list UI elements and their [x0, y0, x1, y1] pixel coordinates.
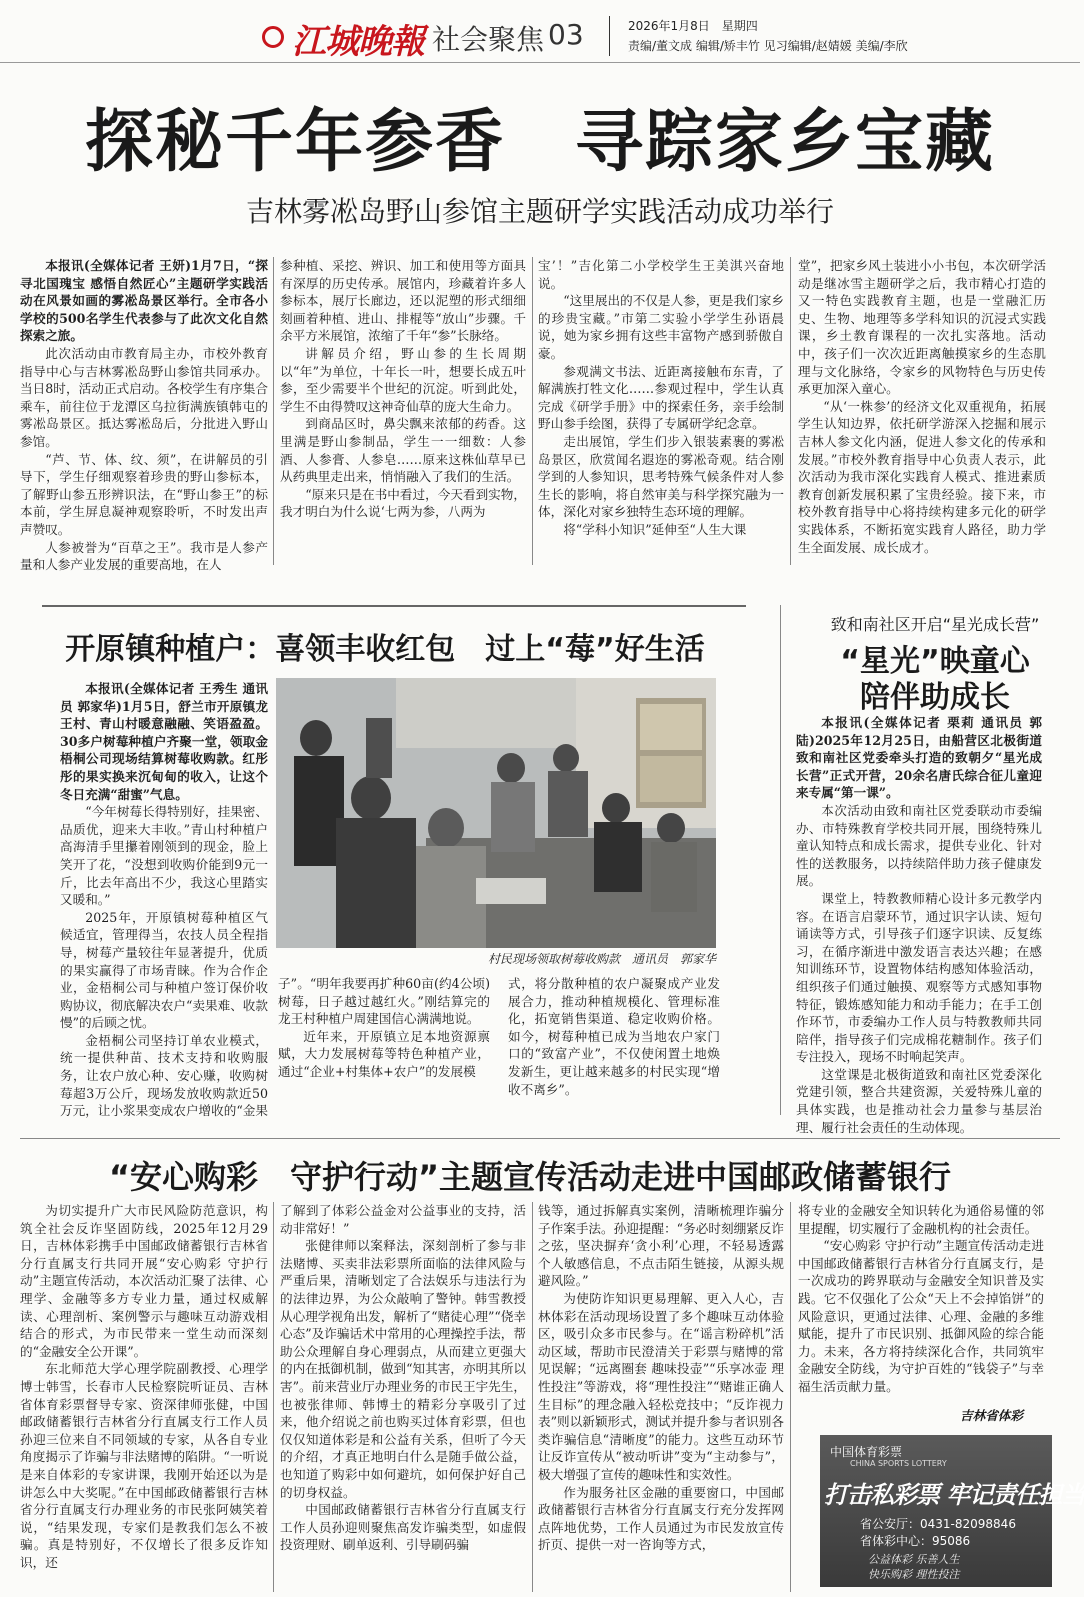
paragraph: 为切实提升广大市民风险防范意识，构筑全社会反诈坚固防线，2025年12月29日，吉林体彩携手中国邮政储蓄银行吉林省分行直属支行共同开展“安心购彩 守护行动”主题宣传活动，本次活动汇聚了法律、心理学、金融等多方专业力量，通过权威解读、心理剖析、案例警示与趣味互动游戏相结合的形式，为市民带来一堂生动而深刻的“金融安全公开课”。 — [20, 1203, 268, 1359]
paragraph: 课堂上，特教教师精心设计多元教学内容。在语言启蒙环节，通过识字认读、短句诵读等方式，引导孩子们逐字识读、反复练习，在循序渐进中激发语言表达兴趣；在感知训练环节，设置物体结构感知体验活动，组织孩子们通过触摸、观察等方式感知事物特征，锻炼感知能力和动手能力；在手工创作环节，市委编办工作人员与特教教师共同陪伴，指导孩子们完成棉花糖制作。孩子们专注投入，现场不时响起笑声。 — [796, 890, 1042, 1065]
paragraph: 式，将分散种植的农户凝聚成产业发展合力，推动种植规模化、管理标准化，拓宽销售渠道、稳定收购价格。如今，树莓种植已成为当地农户家门口的“致富产业”，不仅使闲置土地焕发新生，更让越来越多的村民实现“增收不离乡”。 — [508, 976, 720, 1097]
masthead — [0, 0, 1080, 78]
ad-hotline-center: 省体彩中心：95086 — [860, 1534, 971, 1548]
article1-subheadline: 吉林雾凇岛野山参馆主题研学实践活动成功举行 — [245, 195, 834, 228]
paragraph: 为使防诈知识更易理解、更入人心，吉林体彩在活动现场设置了多个趣味互动体验区，吸引众多市民参与。在“谣言粉碎机”活动区域，帮助市民澄清关于彩票与赌博的常见误解；“远离圈套 趣味投壶”“乐享冰壶 理性投注”等游戏，将“理性投注”“赌谁正确人生目标”的理念融入轻松竞技中；“反诈视力表”则以新颖形式，测试并提升参与者识别各类诈骗信息“清晰度”的能力。这些互动环节让反诈宣传从“被动听讲”变为“主动参与”，极大增强了宣传的趣味性和实效性。 — [538, 1290, 784, 1482]
article2-headline: 开原镇种植户：喜领丰收红包 过上“莓”好生活 — [65, 632, 705, 667]
article4-column-2 — [280, 1202, 526, 1597]
page-number: 03 — [548, 18, 584, 51]
ad-brand: 中国体育彩票 — [830, 1445, 903, 1459]
section-rule — [20, 1138, 1060, 1139]
paragraph: 2025年，开原镇树莓种植区气候适宜，管理得当，农技人员全程指导，树莓产量较往年显著提升，优质的果实赢得了市场青睐。作为合作企业，金梧桐公司与种植户签订保价收购协议，彻底解决农户“卖果难、收款慢”的后顾之忧。 — [60, 909, 268, 1031]
column-divider — [780, 605, 781, 1115]
ad-slogan: 打击私彩票 牢记责任担当 — [824, 1481, 1084, 1509]
article1-column-3 — [538, 257, 784, 569]
column-divider — [273, 1202, 274, 1592]
photo-illustration — [276, 678, 716, 948]
paragraph: 东北师范大学心理学院副教授、心理学博士韩雪，长春市人民检察院听证员、吉林省体育彩票督导专家、资深律师张健，中国邮政储蓄银行吉林省分行直属支行工作人员孙迎三位来自不同领域的专家，从各自专业角度揭示了诈骗与非法赌博的陷阱。“一听说是来自体彩的专家讲课，我刚开始还以为是讲怎么中大奖呢。”在中国邮政储蓄银行吉林省分行直属支行办理业务的市民张阿姨笑着说，“结果发现，专家们是教我们怎么不被骗。真是特别好，不仅增长了很多反诈知识，还 — [20, 1361, 268, 1570]
paragraph: 张健律师以案释法，深刻剖析了参与非法赌博、买卖非法彩票所面临的法律风险与严重后果，清晰划定了合法娱乐与违法行为的法律边界，为公众敲响了警钟。韩雪教授从心理学视角出发，解析了“赌徒心理”“侥幸心态”及诈骗话术中常用的心理操控手法，帮助公众理解自身心理弱点，从而建立更强大的内在抵御机制，做到“知其害，亦明其所以害”。前来营业厅办理业务的市民王宇先生，也被张律师、韩博士的精彩分享吸引了过来，他介绍说之前也购买过体育彩票，但也仅仅知道体彩是和公益有关系，但听了今天的介绍，才真正地明白什么是随手做公益，也知道了购彩中如何避坑，如何保护好自己的切身权益。 — [280, 1238, 527, 1500]
newspaper-logo-icon — [262, 26, 284, 48]
article4-column-3 — [538, 1202, 784, 1597]
ad-brand-english: CHINA SPORTS LOTTERY — [850, 1459, 947, 1468]
article4-column-1 — [20, 1202, 268, 1597]
column-divider — [790, 257, 791, 565]
article4-headline: “安心购彩 守护行动”主题宣传活动走进中国邮政储蓄银行 — [108, 1158, 952, 1196]
section-rule — [42, 605, 746, 607]
masthead-rule — [0, 62, 1080, 63]
paragraph: 到商品区时，鼻尖飘来浓郁的药香。这里满是野山参制品，学生一一细数：人参酒、人参膏、人参皂……原来这株仙草早已从药典里走出来，悄悄融入了我们的生活。 — [280, 416, 526, 485]
article3-headline-line2: 陪伴助成长 — [860, 680, 1010, 715]
column-divider — [532, 1202, 533, 1592]
paragraph: 金梧桐公司坚持订单农业模式，统一提供种苗、技术支持和收购服务，让农户放心种、安心赚，收购树莓超3万公斤，现场发放收购款近50万元，让小浆果变成农户增收的“金果 — [60, 1032, 268, 1119]
newspaper-logo: 江城晚報 — [292, 22, 424, 62]
paragraph: “这里展出的不仅是人参，更是我们家乡的珍贵宝藏。”市第二实验小学学生孙语晨说，她为家乡拥有这些丰富物产感到骄傲自豪。 — [538, 293, 784, 361]
lottery-advertisement — [820, 1435, 1084, 1587]
paragraph: 将专业的金融安全知识转化为通俗易懂的邻里提醒，切实履行了金融机构的社会责任。 — [798, 1203, 1044, 1236]
paragraph: 作为服务社区金融的重要窗口，中国邮政储蓄银行吉林省分行直属支行充分发挥网点阵地优势，工作人员通过为市民发放宣传折页、提供一对一咨询等方式， — [538, 1484, 784, 1553]
article2-column-3 — [508, 975, 720, 1095]
article1-column-1 — [20, 257, 268, 573]
editor-credits: 责编/董文成 编辑/矫丰竹 见习编辑/赵婧媛 美编/李欣 — [628, 39, 908, 53]
news-photo — [276, 678, 716, 948]
paragraph: “从‘一株参’的经济文化双重视角，拓展学生认知边界，依托研学游深入挖掘和展示吉林人参文化内涵，促进人参文化的传承和发展。”市校外教育指导中心负责人表示，此次活动为我市深化实践育人模式、推进素质教育创新发展积累了宝贵经验。接下来，市校外教育指导中心将持续构建多元化的研学实践体系，不断拓宽实践育人路径，助力学生全面发展、成长成才。 — [798, 398, 1046, 555]
article3-body — [796, 714, 1042, 1135]
paragraph: “芦、节、体、纹、须”，在讲解员的引导下，学生仔细观察着珍贵的野山参标本，了解野山参五形辨识法，在“野山参王”的标本前，学生屏息凝神观察聆听，不时发出声声赞叹。 — [20, 451, 268, 537]
article3-kicker: 致和南社区开启“星光成长营” — [830, 615, 1040, 634]
issue-date: 2026年1月8日 星期四 — [628, 19, 758, 33]
article1-column-2 — [280, 257, 526, 569]
paragraph: 走出展馆，学生们步入银装素裹的雾凇岛景区，欣赏闻名遐迩的雾凇奇观。结合刚学到的人参知识，思考特殊气候条件对人参生长的影响，将自然审美与科学探究融为一体，深化对家乡独特生态环境的理解。 — [538, 433, 784, 520]
paragraph: 堂”，把家乡风土装进小小书包，本次研学活动是继冰雪主题研学之后，我市精心打造的又一特色实践教育主题，也是一堂融汇历史、生物、地理等多学科知识的沉浸式实践课，乡土教育课程的一次扎实落地。活动中，孩子们一次次近距离触摸家乡的生态肌理与文化脉络，令家乡的风物特色与历史传承更加深入童心。 — [798, 258, 1046, 397]
paragraph: 了解到了体彩公益金对公益事业的支持，活动非常好！” — [280, 1203, 526, 1236]
paragraph: 本报讯(全媒体记者 王秀生 通讯员 郭家华)1月5日，舒兰市开原镇龙王村、青山村暖意融融、笑语盈盈。30多户树莓种植户齐聚一堂，领取金梧桐公司现场结算树莓收购款。红彤彤的果实换来沉甸甸的收入，让这个冬日充满“甜蜜”气息。 — [60, 681, 268, 802]
paragraph: 钱等，通过拆解真实案例，清晰梳理诈骗分子作案手法。孙迎提醒：“务必时刻绷紧反诈之弦，坚决摒弃‘贪小利’心理，不轻易透露个人敏感信息，不点击陌生链接，从源头规避风险。” — [538, 1203, 784, 1289]
column-divider — [532, 257, 533, 565]
paragraph: 近年来，开原镇立足本地资源禀赋，大力发展树莓等特色种植产业，通过“企业+村集体+农户”的发展模 — [278, 1028, 490, 1079]
paragraph: 子”。“明年我要再扩种60亩(约4公顷)树莓，日子越过越红火。”刚结算完的龙王村种植户周建国信心满满地说。 — [278, 976, 490, 1027]
article2-column-1 — [60, 680, 268, 1119]
paragraph: 此次活动由市教育局主办，市校外教育指导中心与吉林雾凇岛野山参馆共同承办。当日8时，活动正式启动。各校学生有序集合乘车，前往位于龙潭区乌拉街满族镇韩屯的雾凇岛景区。抵达雾凇岛后，分批进入野山参馆。 — [20, 345, 268, 449]
paragraph: 人参被誉为“百草之王”。我市是人参产量和人参产业发展的重要高地，在人 — [20, 539, 268, 573]
article1-column-4 — [798, 257, 1046, 569]
ad-footer-line1: 公益体彩 乐善人生 — [868, 1553, 960, 1566]
ad-hotline-police: 省公安厅：0431-82098846 — [860, 1517, 1016, 1531]
paragraph: 中国邮政储蓄银行吉林省分行直属支行工作人员孙迎则聚焦高发诈骗类型，如虚假投资理财、刷单返利、引导刷码骗 — [280, 1502, 526, 1553]
article2-column-2 — [278, 975, 490, 1095]
paragraph: 这堂课是北极街道致和南社区党委深化党建引领，整合共建资源，关爱特殊儿童的具体实践，也是推动社会力量参与基层治理、履行社会责任的生动体现。 — [796, 1066, 1042, 1135]
paragraph: 本次活动由致和南社区党委联动市委编办、市特殊教育学校共同开展，围绕特殊儿童认知特点和成长需求，提供专业化、针对性的送教服务，以持续陪伴助力孩子健康发展。 — [796, 802, 1042, 889]
paragraph: “原来只是在书中看过，今天看到实物，我才明白为什么说‘七两为参，八两为 — [280, 486, 526, 520]
paragraph: “今年树莓长得特别好，挂果密、品质优，迎来大丰收。”青山村种植户高海清手里攥着刚领到的现金，脸上笑开了花，“没想到收购价能到9元一斤，比去年高出不少，我这心里踏实又暖和。” — [60, 804, 268, 908]
paragraph: 本报讯(全媒体记者 王妍)1月7日，“探寻北国瑰宝 感悟自然匠心”主题研学实践活动在风景如画的雾凇岛景区举行。全市各小学校的500名学生代表参与了此次文化自然探索之旅。 — [20, 258, 268, 344]
masthead-divider — [609, 16, 610, 56]
paragraph: 将“学科小知识”延伸至“人生大课 — [563, 521, 747, 537]
article1-headline: 探秘千年参香 寻踪家乡宝藏 — [84, 103, 995, 182]
paragraph: “安心购彩 守护行动”主题宣传活动走进中国邮政储蓄银行吉林省分行直属支行，是一次成功的跨界联动与金融安全知识普及实践。它不仅强化了公众“天上不会掉馅饼”的风险意识，更通过法律、心理、金融的多维赋能，提升了市民识别、抵御风险的综合能力。未来，各方将持续深化合作，共同筑牢金融安全防线，为守护百姓的“钱袋子”与幸福生活贡献力量。 — [798, 1238, 1044, 1394]
paragraph: 本报讯(全媒体记者 栗莉 通讯员 郭陆)2025年12月25日，由船营区北极街道致和南社区党委牵头打造的致朝夕“星光成长营”正式开营，20余名唐氏综合征儿童迎来专属“第一课”。 — [796, 715, 1042, 801]
ad-footer-line2: 快乐购彩 理性投注 — [868, 1568, 960, 1581]
column-divider — [273, 257, 274, 565]
article4-column-4 — [798, 1202, 1044, 1402]
paragraph: 参种植、采挖、辨识、加工和使用等方面具有深厚的历史传承。展馆内，珍藏着许多人参标本，展厅长廊边，还以泥塑的形式细细刻画着种植、进山、排棍等“放山”步骤。千余平方米展馆，浓缩了千年“参”长脉络。 — [280, 258, 526, 344]
article4-byline: 吉林省体彩 — [960, 1408, 1023, 1423]
paragraph: 参观满文书法、近距离接触布东青，了解满族打牲文化……参观过程中，学生认真完成《研学手册》中的探索任务，亲手绘制野山参手绘图，获得了专属研学纪念章。 — [538, 363, 784, 432]
section-name: 社会聚焦 — [432, 23, 545, 56]
article3-headline-line1: “星光”映童心 — [840, 644, 1030, 679]
column-divider — [790, 1202, 791, 1592]
paragraph: 讲解员介绍，野山参的生长周期以“年”为单位，十年长一叶，想要长成五叶参，至少需要半个世纪的沉淀。听到此处，学生不由得赞叹这神奇仙草的庞大生命力。 — [280, 345, 526, 414]
paragraph: 宝’！”吉化第二小学校学生王美淇兴奋地说。 — [538, 258, 784, 291]
photo-caption: 村民现场领取树莓收购款 通讯员 郭家华 — [487, 952, 716, 966]
